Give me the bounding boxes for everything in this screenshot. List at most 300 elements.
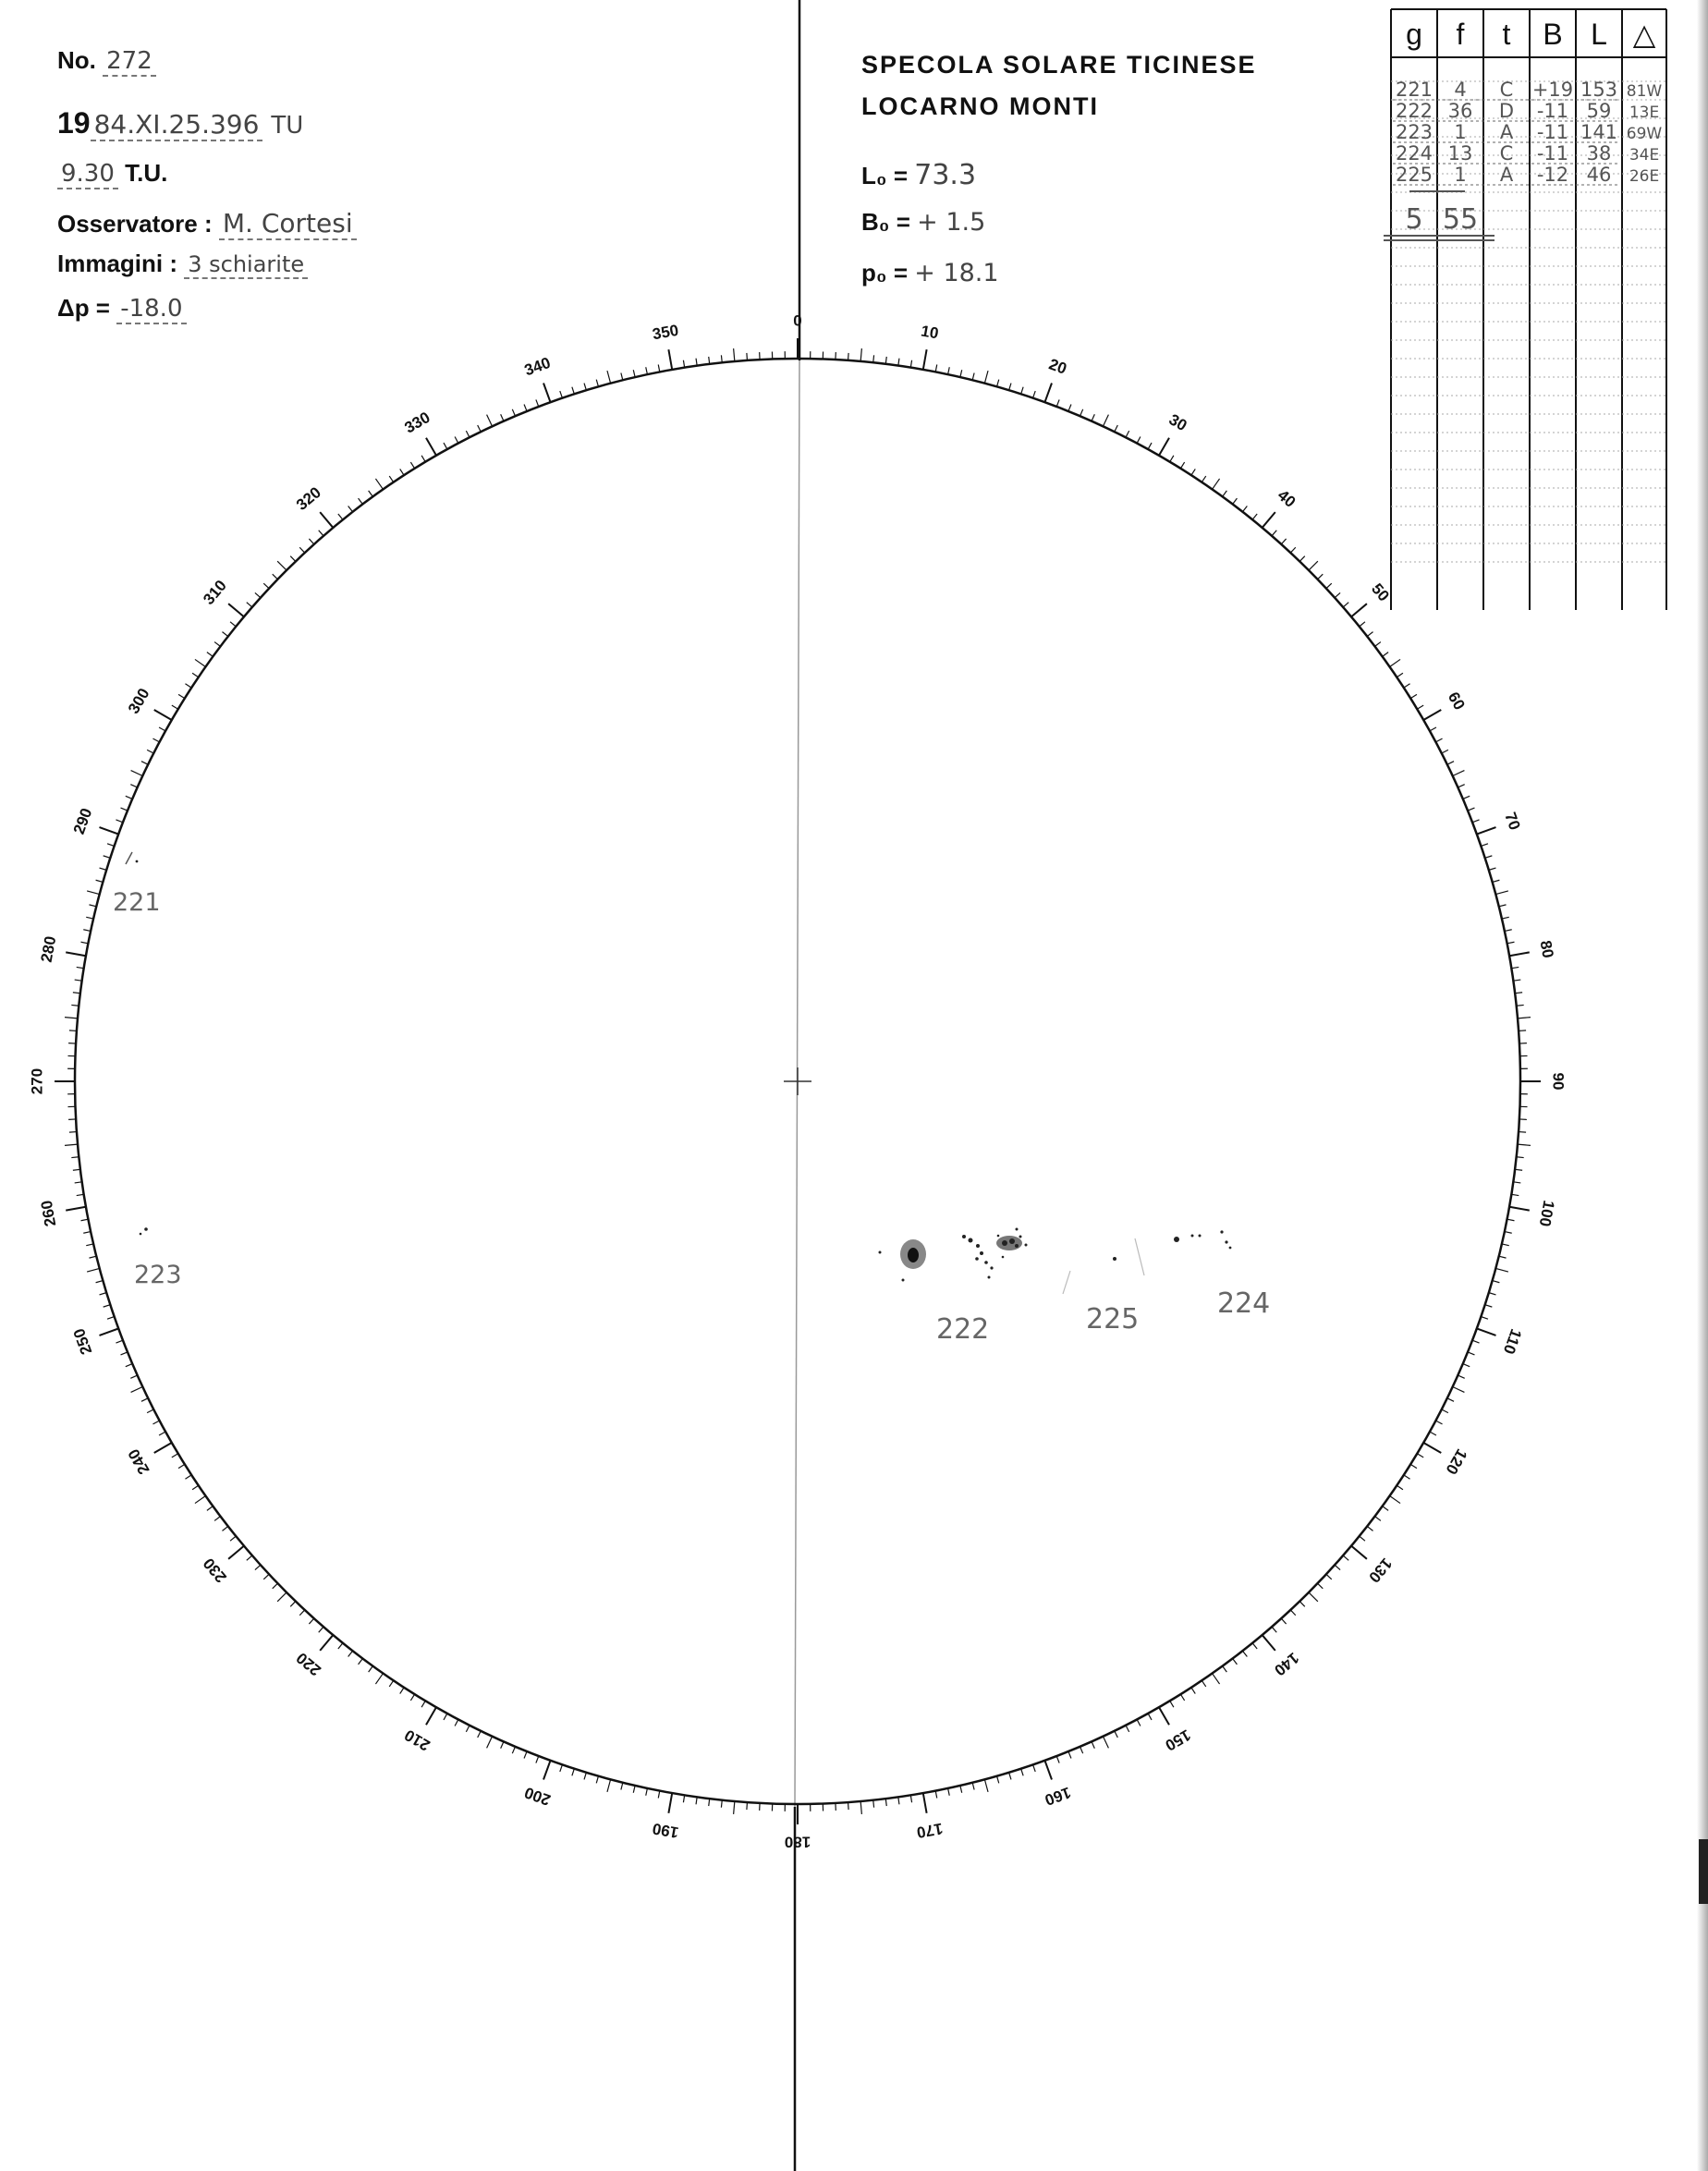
degree-tick: [734, 1801, 735, 1814]
degree-tick: [1360, 1536, 1365, 1541]
degree-label: 10: [919, 322, 940, 343]
degree-tick: [89, 905, 96, 907]
table-cell: D: [1498, 100, 1515, 122]
degree-label: 160: [1042, 1783, 1074, 1810]
images: [57, 250, 308, 278]
degree-tick: [1517, 1157, 1524, 1158]
param-p0-label: p₀ =: [861, 259, 909, 287]
degree-tick: [1442, 1409, 1448, 1413]
degree-tick: [1223, 491, 1227, 496]
degree-tick: [1309, 561, 1318, 570]
degree-tick: [1453, 1386, 1465, 1392]
degree-tick: [410, 462, 414, 469]
degree-tick: [1213, 1674, 1220, 1684]
degree-tick: [185, 1475, 191, 1479]
degree-tick: [1447, 1398, 1454, 1402]
degree-tick: [1383, 1506, 1388, 1511]
degree-tick: [1390, 1496, 1400, 1504]
degree-tick: [1159, 1707, 1169, 1725]
degree-tick: [1383, 653, 1388, 657]
degree-tick: [86, 1244, 93, 1246]
degree-tick: [584, 1773, 586, 1780]
degree-label: 300: [124, 685, 153, 717]
table-header-cell: △: [1632, 18, 1656, 51]
degree-tick: [1472, 1340, 1479, 1343]
time-suffix: T.U.: [125, 159, 168, 187]
degree-tick: [1343, 1555, 1348, 1560]
degree-tick: [172, 1454, 178, 1457]
degree-tick: [230, 1536, 236, 1541]
images-label: Immagini :: [57, 250, 178, 277]
degree-label: 250: [69, 1325, 96, 1358]
degree-tick: [1458, 785, 1464, 787]
degree-tick: [1517, 1005, 1524, 1006]
degree-tick: [683, 360, 684, 368]
degree-tick: [1423, 1443, 1441, 1453]
degree-tick: [1515, 1169, 1522, 1170]
degree-tick: [1423, 710, 1441, 720]
degree-tick: [338, 514, 343, 519]
degree-tick: [1299, 556, 1305, 562]
degree-tick: [1281, 539, 1286, 544]
degree-tick: [1252, 1643, 1257, 1649]
sunspot-table: [1382, 0, 1678, 615]
degree-tick: [1335, 592, 1340, 597]
degree-tick: [935, 365, 937, 372]
degree-tick: [104, 1305, 111, 1307]
degree-tick: [222, 1526, 227, 1531]
degree-tick: [359, 498, 363, 504]
table-cell: -11: [1536, 100, 1569, 122]
degree-tick: [1115, 425, 1118, 432]
date-value: 84.XI.25.396: [91, 109, 263, 141]
degree-tick: [444, 1714, 447, 1720]
degree-tick: [348, 506, 353, 511]
degree-tick: [1137, 1719, 1141, 1726]
table-header-cell: B: [1543, 18, 1563, 51]
degree-tick: [421, 456, 425, 462]
degree-label: 50: [1368, 579, 1393, 605]
table-cell: 81W: [1626, 82, 1663, 101]
degree-label: 110: [1499, 1326, 1526, 1357]
degree-tick: [860, 348, 861, 361]
degree-tick: [1477, 827, 1496, 835]
degree-tick: [1009, 1773, 1011, 1780]
table-total-cell: 5: [1405, 203, 1423, 236]
degree-tick: [1410, 1464, 1417, 1468]
degree-tick: [131, 1386, 143, 1392]
degree-label: 340: [521, 353, 554, 380]
delta-p-label: Δp =: [57, 294, 110, 322]
degree-tick: [984, 371, 988, 384]
degree-tick: [1493, 880, 1500, 882]
degree-tick: [1233, 1659, 1238, 1665]
degree-tick: [273, 574, 278, 579]
degree-tick: [910, 360, 911, 368]
degree-tick: [633, 370, 635, 377]
degree-tick: [935, 1791, 937, 1799]
degree-label: 30: [1165, 410, 1190, 435]
degree-tick: [1502, 917, 1509, 919]
degree-tick: [152, 738, 159, 742]
degree-tick: [948, 1788, 950, 1796]
sunspot-group-224: [1174, 1230, 1231, 1249]
degree-tick: [178, 1464, 185, 1468]
degree-tick: [1495, 891, 1508, 895]
degree-tick: [154, 710, 172, 720]
degree-tick: [1126, 431, 1129, 437]
degree-tick: [73, 1169, 80, 1170]
degree-tick: [369, 1666, 373, 1672]
degree-tick: [646, 367, 648, 374]
degree-tick: [426, 1707, 436, 1725]
degree-tick: [1485, 1305, 1493, 1307]
degree-tick: [501, 414, 504, 421]
date-suffix: TU: [271, 112, 304, 140]
degree-tick: [66, 952, 86, 956]
table-cell: +19: [1531, 79, 1574, 101]
group-label-225: 225: [1086, 1303, 1140, 1336]
degree-tick: [1507, 942, 1515, 944]
table-cell: 141: [1580, 121, 1618, 143]
degree-tick: [1453, 771, 1465, 776]
table-cell: 13: [1447, 142, 1473, 165]
degree-tick: [195, 659, 205, 666]
degree-tick: [1367, 632, 1372, 637]
images-value: 3 schiarite: [184, 251, 308, 279]
degree-tick: [607, 371, 611, 384]
degree-tick: [77, 1194, 84, 1195]
degree-tick: [1080, 409, 1083, 416]
degree-label: 350: [651, 321, 680, 344]
degree-tick: [584, 384, 586, 391]
degree-tick: [263, 1574, 269, 1579]
degree-tick: [421, 1701, 425, 1707]
table-cell: 38: [1586, 142, 1612, 165]
degree-tick: [1290, 1610, 1295, 1616]
degree-tick: [607, 1779, 611, 1792]
degree-tick: [348, 1651, 353, 1656]
degree-tick: [185, 684, 191, 688]
degree-tick: [747, 353, 748, 360]
degree-tick: [1404, 684, 1410, 688]
degree-tick: [487, 415, 493, 427]
sunspot-group-225: [1063, 1238, 1144, 1294]
degree-tick: [71, 1005, 79, 1006]
degree-tick: [1148, 443, 1152, 449]
degree-tick: [1159, 438, 1169, 456]
degree-tick: [898, 359, 899, 366]
sunspot-group-221: [126, 852, 138, 864]
degree-tick: [214, 1517, 220, 1521]
degree-tick: [77, 967, 84, 968]
degree-tick: [1509, 952, 1530, 956]
degree-tick: [1080, 1747, 1083, 1753]
degree-tick: [1056, 399, 1059, 406]
degree-tick: [81, 1219, 89, 1221]
degree-tick: [1351, 1546, 1367, 1559]
delta-p: [57, 294, 187, 323]
degree-tick: [658, 1791, 660, 1799]
group-label-222: 222: [936, 1313, 990, 1346]
degree-tick: [972, 372, 974, 380]
degree-tick: [214, 642, 220, 647]
degree-tick: [621, 1783, 623, 1790]
record-number: [57, 46, 156, 75]
degree-tick: [107, 844, 115, 847]
observation-date: [57, 106, 303, 140]
degree-tick: [247, 603, 252, 607]
degree-label: 170: [915, 1819, 945, 1842]
degree-label: 290: [69, 805, 96, 837]
degree-tick: [1430, 1432, 1436, 1435]
degree-tick: [1417, 1454, 1423, 1457]
degree-tick: [192, 673, 199, 677]
degree-tick: [596, 380, 598, 387]
degree-tick: [572, 1769, 574, 1776]
degree-tick: [1103, 415, 1108, 427]
record-number-value: 272: [103, 47, 156, 77]
degree-label: 260: [37, 1199, 60, 1228]
degree-tick: [75, 980, 82, 981]
degree-tick: [1513, 1182, 1520, 1183]
degree-tick: [299, 547, 304, 553]
degree-tick: [1213, 479, 1220, 489]
degree-tick: [309, 1618, 313, 1624]
degree-label: 20: [1046, 355, 1069, 378]
degree-tick: [410, 1694, 414, 1701]
degree-tick: [1202, 1680, 1205, 1687]
degree-tick: [152, 1421, 159, 1424]
degree-tick: [1468, 808, 1474, 811]
degree-tick: [1519, 1132, 1526, 1133]
param-l0: [861, 159, 976, 191]
degree-tick: [1068, 405, 1071, 411]
degree-tick: [389, 1680, 393, 1687]
degree-tick: [960, 1786, 962, 1793]
sunspot-umbra: [908, 1248, 919, 1262]
degree-tick: [1021, 1769, 1023, 1776]
degree-tick: [560, 1764, 563, 1772]
degree-tick: [466, 1726, 470, 1732]
degree-tick: [130, 1375, 137, 1378]
degree-tick: [536, 1756, 539, 1762]
degree-tick: [87, 1268, 100, 1272]
degree-tick: [444, 443, 447, 449]
degree-tick: [1033, 391, 1036, 398]
degree-tick: [668, 349, 672, 370]
degree-tick: [426, 438, 436, 456]
degree-tick: [873, 1800, 874, 1808]
degree-tick: [455, 1719, 458, 1726]
degree-tick: [1335, 1565, 1340, 1569]
degree-tick: [572, 387, 574, 395]
degree-tick: [984, 1779, 988, 1792]
degree-tick: [338, 1643, 343, 1649]
degree-label: 120: [1442, 1445, 1471, 1478]
degree-label: 330: [401, 408, 433, 437]
degree-tick: [1515, 993, 1522, 994]
degree-tick: [255, 1565, 261, 1569]
degree-tick: [747, 1802, 748, 1810]
degree-tick: [319, 531, 323, 536]
degree-tick: [1148, 1714, 1152, 1720]
degree-tick: [1511, 967, 1519, 968]
degree-tick: [1499, 1256, 1507, 1258]
degree-tick: [172, 705, 178, 709]
degree-tick: [960, 370, 962, 377]
degree-tick: [277, 561, 287, 570]
degree-tick: [1191, 1688, 1195, 1694]
degree-tick: [997, 380, 999, 387]
degree-tick: [1417, 705, 1423, 709]
degree-tick: [116, 820, 122, 823]
degree-tick: [126, 796, 132, 799]
degree-tick: [1390, 659, 1400, 666]
degree-tick: [100, 868, 107, 870]
observer-value: M. Cortesi: [219, 208, 357, 240]
degree-tick: [1397, 1485, 1403, 1489]
degree-tick: [885, 357, 886, 364]
table-cell: -11: [1536, 121, 1569, 143]
degree-tick: [277, 1592, 287, 1602]
degree-tick: [104, 856, 111, 858]
param-p0: [861, 259, 999, 287]
degree-tick: [512, 409, 515, 416]
degree-tick: [1263, 1635, 1275, 1651]
degree-tick: [848, 1802, 849, 1810]
degree-tick: [86, 917, 93, 919]
degree-tick: [273, 1583, 278, 1589]
degree-tick: [1511, 1194, 1519, 1195]
degree-tick: [1513, 980, 1520, 981]
degree-tick: [696, 359, 697, 366]
degree-tick: [130, 785, 137, 787]
degree-tick: [1375, 1517, 1381, 1521]
degree-tick: [524, 405, 527, 411]
degree-label: 320: [293, 483, 324, 514]
param-l0-value: 73.3: [914, 159, 977, 191]
table-cell: 222: [1395, 100, 1434, 122]
degree-tick: [299, 1610, 304, 1616]
degree-tick: [1447, 762, 1454, 765]
degree-tick: [1170, 456, 1174, 462]
table-cell: 36: [1447, 100, 1473, 122]
degree-tick: [121, 808, 128, 811]
degree-tick: [512, 1747, 515, 1753]
degree-tick: [319, 1627, 323, 1632]
param-b0: [861, 208, 985, 237]
degree-tick: [621, 372, 623, 380]
degree-tick: [1404, 1475, 1410, 1479]
degree-tick: [1343, 603, 1348, 607]
table-cell: 13E: [1629, 104, 1660, 122]
degree-tick: [147, 750, 153, 753]
table-cell: 223: [1395, 121, 1434, 143]
degree-tick: [1505, 930, 1512, 932]
degree-tick: [1489, 868, 1496, 870]
degree-tick: [478, 1731, 482, 1738]
degree-tick: [96, 880, 104, 882]
degree-tick: [99, 827, 118, 835]
degree-tick: [1115, 1731, 1118, 1738]
degree-tick: [99, 1328, 118, 1336]
degree-tick: [75, 1182, 82, 1183]
degree-label: 190: [651, 1819, 680, 1842]
degree-tick: [1458, 1375, 1464, 1378]
degree-tick: [1242, 506, 1247, 511]
degree-tick: [222, 632, 227, 637]
degree-tick: [1290, 547, 1295, 553]
degree-tick: [141, 762, 148, 765]
degree-tick: [207, 1506, 213, 1511]
degree-tick: [560, 391, 563, 398]
degree-tick: [709, 357, 710, 364]
table-cell: 1: [1454, 164, 1467, 186]
degree-tick: [1505, 1232, 1512, 1234]
degree-tick: [89, 1256, 96, 1258]
degree-tick: [131, 771, 143, 776]
degree-tick: [1430, 727, 1436, 731]
degree-tick: [65, 1144, 78, 1145]
degree-tick: [400, 1688, 404, 1694]
degree-label: 150: [1162, 1726, 1194, 1755]
degree-tick: [83, 1232, 91, 1234]
table-cell: -12: [1536, 164, 1569, 186]
degree-tick: [1507, 1219, 1515, 1221]
degree-tick: [1202, 476, 1205, 482]
degree-tick: [83, 930, 91, 932]
degree-tick: [141, 1398, 148, 1402]
degree-tick: [1481, 844, 1488, 847]
degree-tick: [1495, 1268, 1508, 1272]
degree-tick: [1272, 531, 1276, 536]
param-l0-label: L₀ =: [861, 162, 909, 189]
degree-tick: [709, 1799, 710, 1806]
degree-tick: [536, 399, 539, 406]
observer-label: Osservatore :: [57, 210, 213, 238]
sunspot-group-222: [879, 1228, 1028, 1282]
degree-tick: [1092, 414, 1094, 421]
degree-tick: [1263, 512, 1275, 528]
degree-tick: [1180, 462, 1184, 469]
degree-tick: [375, 1674, 383, 1684]
degree-label: 140: [1271, 1649, 1302, 1679]
degree-tick: [948, 367, 950, 374]
degree-tick: [81, 942, 89, 944]
degree-tick: [1191, 469, 1195, 475]
degree-tick: [147, 1409, 153, 1413]
degree-tick: [1180, 1694, 1184, 1701]
degree-tick: [375, 479, 383, 489]
degree-tick: [524, 1751, 527, 1758]
degree-tick: [1367, 1526, 1372, 1531]
degree-tick: [126, 1364, 132, 1367]
table-cell: 59: [1586, 100, 1612, 122]
degree-tick: [1518, 1144, 1531, 1145]
table-cell: 4: [1454, 79, 1467, 101]
table-header-cell: g: [1406, 18, 1422, 51]
group-label-223: 223: [134, 1261, 182, 1289]
degree-tick: [683, 1795, 684, 1802]
degree-tick: [1435, 738, 1442, 742]
degree-tick: [154, 1443, 172, 1453]
degree-tick: [501, 1741, 504, 1748]
degree-label: 220: [293, 1649, 324, 1679]
degree-label: 40: [1274, 486, 1299, 511]
degree-tick: [466, 431, 470, 437]
param-p0-value: + 18.1: [914, 259, 999, 287]
